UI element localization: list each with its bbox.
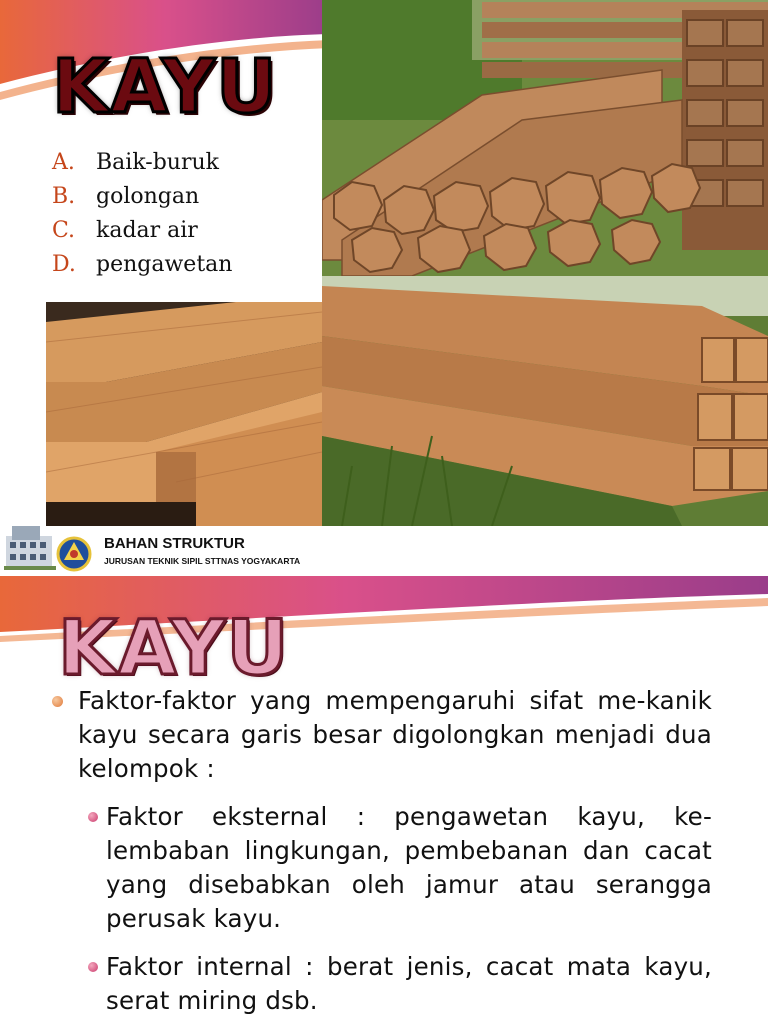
beams-on-grass-photo xyxy=(322,276,768,526)
list-letter: B. xyxy=(52,184,76,209)
beams-photo xyxy=(46,302,322,526)
page-title: KAYU xyxy=(58,603,290,692)
list-item xyxy=(52,248,232,282)
page-title: KAYU xyxy=(52,44,278,130)
bullet-icon xyxy=(88,812,98,822)
list-text: kadar air xyxy=(96,218,198,243)
list-item xyxy=(52,146,232,180)
bullet-icon xyxy=(88,962,98,972)
list-letter: D. xyxy=(52,252,76,277)
sub-bullet xyxy=(50,950,712,1018)
list-item xyxy=(52,214,232,248)
building-icon xyxy=(4,518,56,570)
list-text: pengawetan xyxy=(96,252,233,277)
list-text: Baik-buruk xyxy=(96,150,219,175)
sub-bullet xyxy=(50,800,712,936)
topic-list xyxy=(52,146,232,282)
main-bullet xyxy=(50,684,712,786)
list-letter: A. xyxy=(52,150,75,175)
footer-subtitle: JURUSAN TEKNIK SIPIL STTNAS YOGYAKARTA xyxy=(104,556,301,566)
main-bullet-text: Faktor-faktor yang mempengaruhi sifat me-kanik kayu secara garis besar digolongkan menjadi dua kelompok : xyxy=(78,686,712,783)
footer-title: BAHAN STRUKTUR xyxy=(104,535,245,552)
sub-bullet-text: Faktor eksternal : pengawetan kayu, ke-lembaban lingkungan, pembebanan dan cacat yang disebabkan oleh jamur atau serangga perusak kayu. xyxy=(106,802,712,933)
sub-bullet-text: Faktor internal : berat jenis, cacat mata kayu, serat miring dsb. xyxy=(106,952,712,1015)
list-item xyxy=(52,180,232,214)
content-body xyxy=(50,684,712,1018)
logo-icon xyxy=(54,536,94,572)
log-pile-photo xyxy=(322,0,768,276)
bullet-icon xyxy=(52,696,63,707)
list-text: golongan xyxy=(96,184,200,209)
slide-2 xyxy=(0,576,768,1024)
list-letter: C. xyxy=(52,218,76,243)
